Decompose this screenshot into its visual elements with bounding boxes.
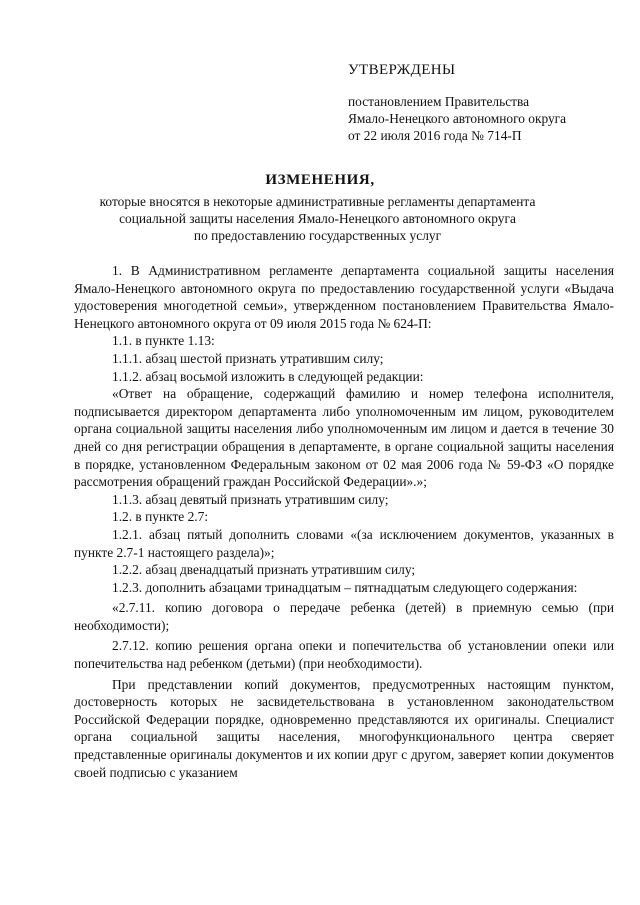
document-body: [74, 262, 614, 781]
paragraph: При представлении копий документов, предусмотренных настоящим пунктом, достоверность которых не засвидетельствована в установленном законодательством Российской Федерации порядке, одновременно представляются их оригиналы. Специалист органа социальной защиты населения, многофункционального центра сверяет представленные оригиналы документов и их копии друг с другом, заверяет копии документов своей подписью с указанием: [74, 676, 614, 780]
document-subtitle: [90, 193, 545, 244]
paragraph: 1.1.3. абзац девятый признать утратившим силу;: [112, 491, 389, 507]
paragraph: 1.2.3. дополнить абзацами тринадцатым – пятнадцатым следующего содержания:: [112, 579, 578, 595]
approval-line-1: постановлением Правительства: [348, 94, 530, 109]
paragraph: 1.2.2. абзац двенадцатый признать утратившим силу;: [112, 562, 416, 578]
paragraph: 1.2.1. абзац пятый дополнить словами «(за исключением документов, указанных в пункте 2.7-1 настоящего раздела)»;: [74, 526, 614, 560]
paragraph: 1.1.2. абзац восьмой изложить в следующей редакции:: [112, 368, 424, 384]
paragraph: 1. В Административном регламенте департамента социальной защиты населения Ямало-Ненецкого автономного округа по предоставлению государственной услуги «Выдача удостоверения многодетной семьи», утвержденном постановлением Правительства Ямало-Ненецкого автономного округа от 09 июля 2015 года № 624-П:: [74, 263, 614, 331]
paragraph: 1.2. в пункте 2.7:: [112, 509, 209, 525]
approval-block: [348, 62, 628, 144]
paragraph: «2.7.11. копию договора о передаче ребенка (детей) в приемную семью (при необходимости);: [74, 600, 614, 633]
approval-heading: УТВЕРЖДЕНЫ: [348, 62, 456, 78]
paragraph: 1.1.1. абзац шестой признать утратившим силу;: [112, 350, 384, 366]
subtitle-line-1: которые вносятся в некоторые административные регламенты департамента: [99, 194, 536, 209]
paragraph: 1.1. в пункте 1.13:: [112, 333, 215, 349]
paragraph: 2.7.12. копию решения органа опеки и попечительства об установлении опеки или попечительства над ребенком (детьми) (при необходимости).: [74, 638, 614, 672]
paragraph: «Ответ на обращение, содержащий фамилию и номер телефона исполнителя, подписывается директором департамента либо уполномоченным им лицом, руководителем органа социальной защиты населения либо уполномоченным им лицом и дается в течение 30 дней со дня регистрации обращения в департаменте, в органе социальной защиты населения в порядке, установленном Федеральным законом от 02 мая 2006 года № 59-ФЗ «О порядке рассмотрения обращений граждан Российской Федерации».»;: [74, 386, 614, 490]
subtitle-line-3: по предоставлению государственных услуг: [193, 228, 442, 243]
approval-line-2: Ямало-Ненецкого автономного округа: [348, 111, 567, 126]
approval-line-3: от 22 июля 2016 года № 714-П: [348, 128, 522, 143]
document-title: ИЗМЕНЕНИЯ,: [265, 172, 375, 188]
subtitle-line-2: социальной защиты населения Ямало-Ненецкого автономного округа: [119, 211, 516, 226]
